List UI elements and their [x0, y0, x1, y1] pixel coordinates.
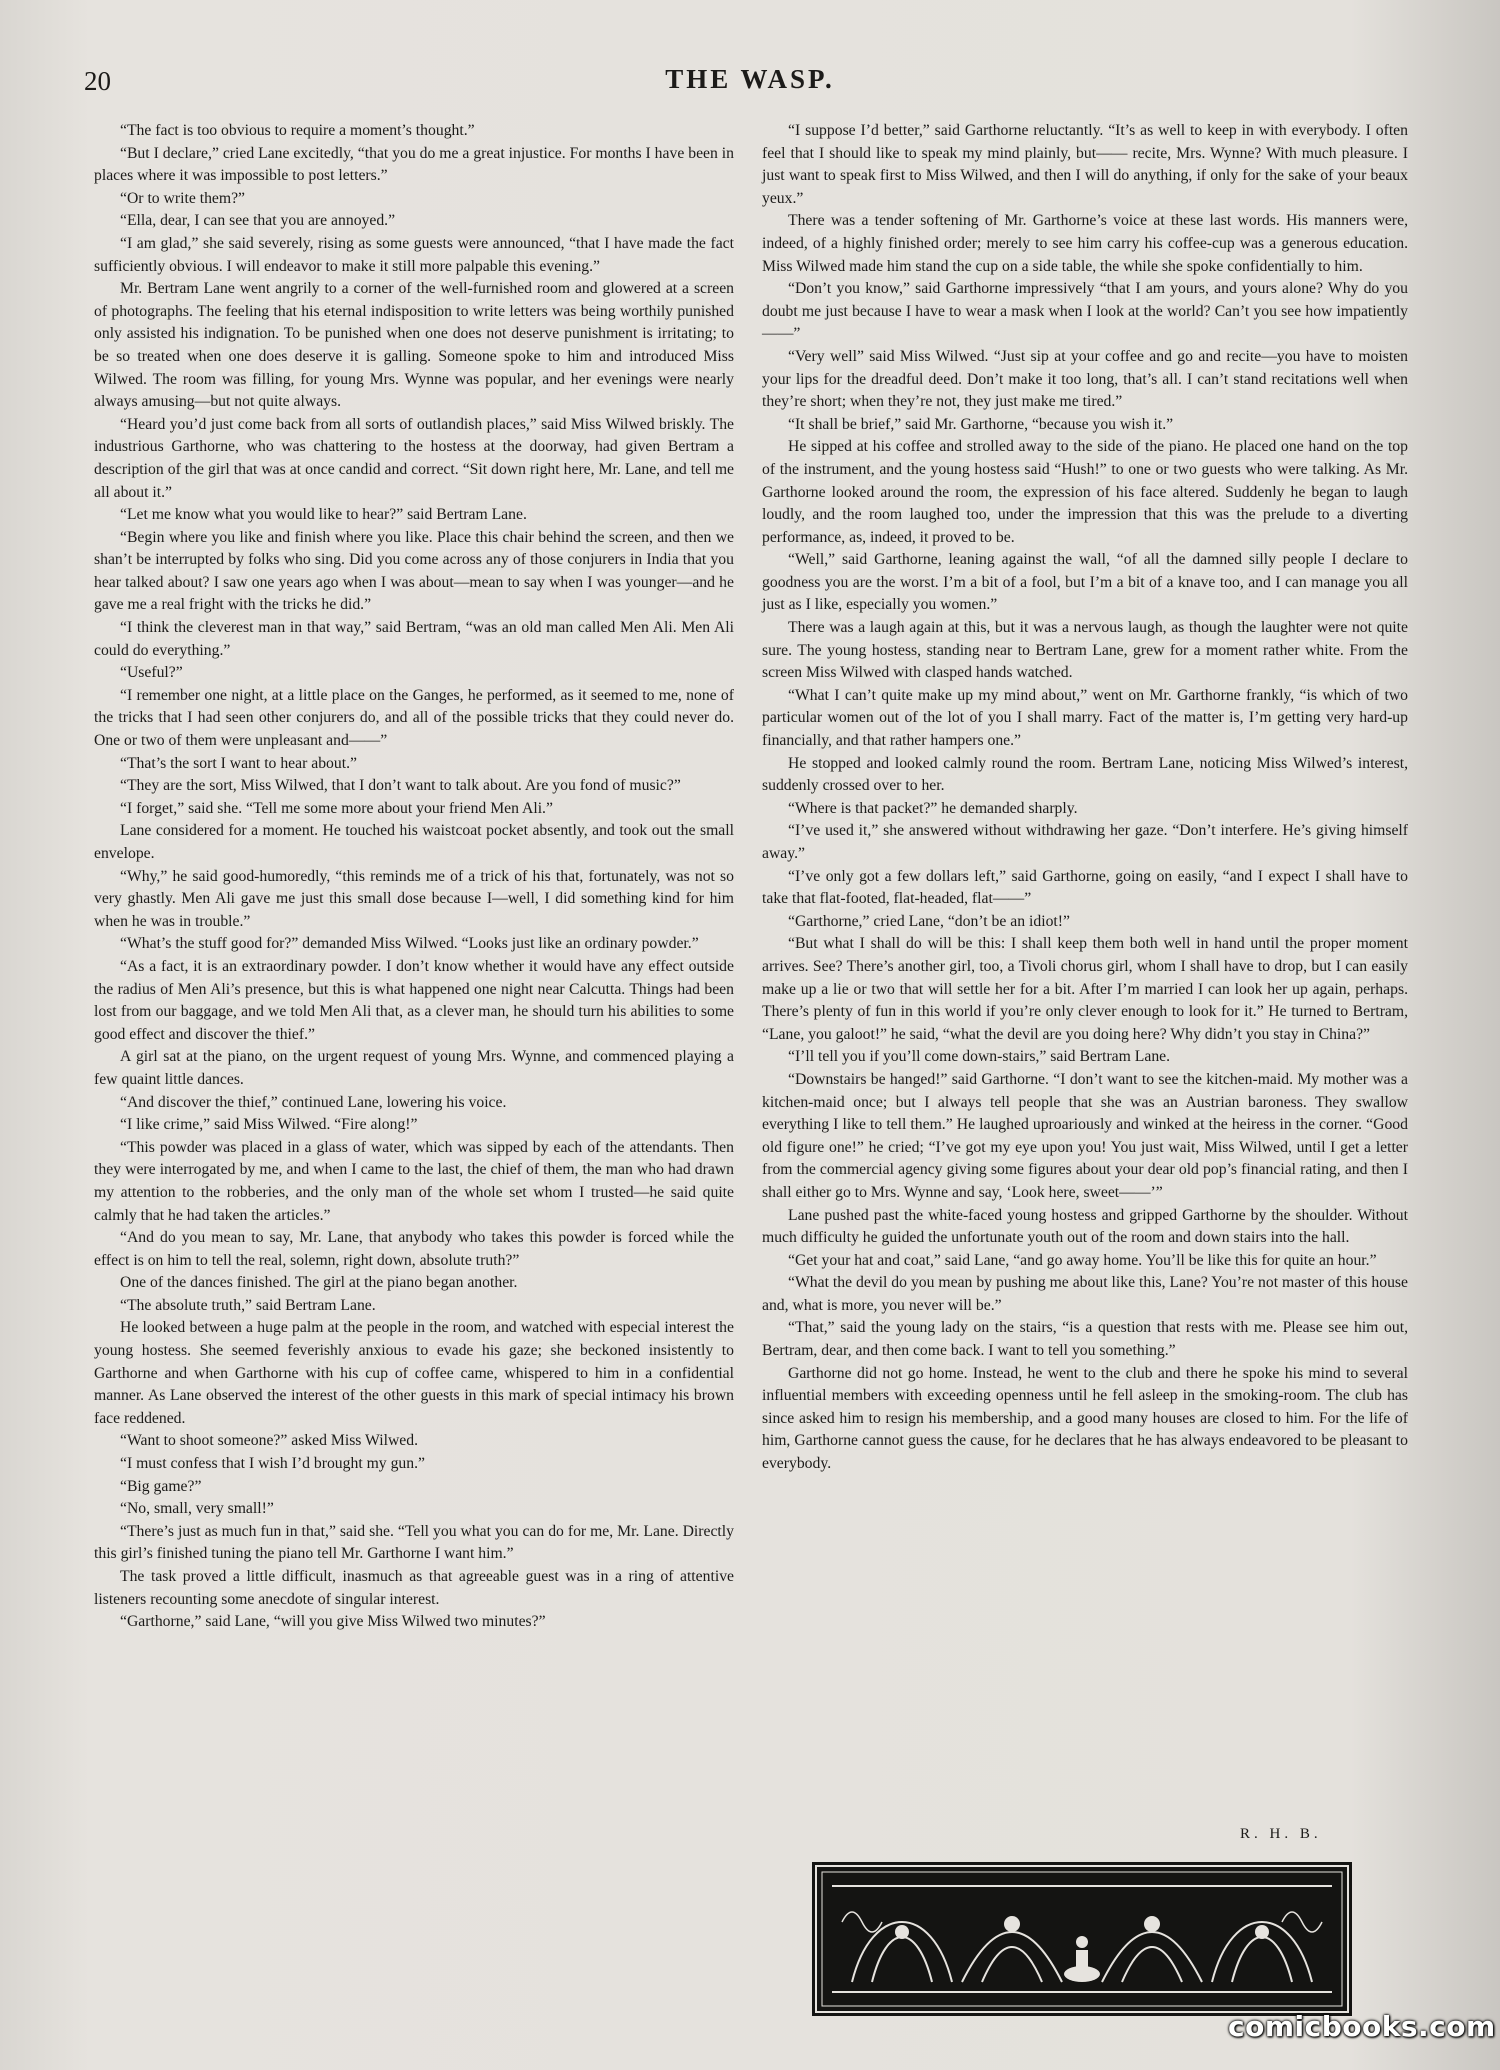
article-paragraph: “I like crime,” said Miss Wilwed. “Fire along!” [120, 1116, 418, 1134]
article-paragraph: He stopped and looked calmly round the room. Bertram Lane, noticing Miss Wilwed’s interest, suddenly crossed over to her. [762, 754, 1408, 795]
page-number: 20 [84, 66, 111, 96]
article-paragraph: There was a laugh again at this, but it was a nervous laugh, as though the laughter were not quite sure. The young hostess, standing near to Bertram Lane, grew for a moment rather white. From the screen Miss Wilwed with clasped hands watched. [762, 619, 1408, 682]
article-paragraph: “That,” said the young lady on the stairs, “is a question that rests with me. Please see him out, Bertram, dear, and then come back. I want to tell you something.” [762, 1319, 1408, 1360]
article-paragraph: “Don’t you know,” said Garthorne impressively “that I am yours, and yours alone? Why do you doubt me just because I have to wear a mask when I look at the world? Can’t you see how impatiently——” [762, 280, 1408, 343]
article-paragraph: “What’s the stuff good for?” demanded Miss Wilwed. “Looks just like an ordinary powder.” [120, 935, 699, 953]
article-paragraph: Lane considered for a moment. He touched his waistcoat pocket absently, and took out the small envelope. [94, 822, 734, 862]
article-paragraph: “The fact is too obvious to require a moment’s thought.” [120, 122, 475, 139]
article-paragraph: “As a fact, it is an extraordinary powder. I don’t know whether it would have any effect outside the radius of Men Ali’s presence, but this is what happened one night near Calcutta. Things had been lost from our baggage, and we told Men Ali that, as a clever man, he should turn his abilities to some good effect and discover the thief.” [94, 957, 734, 1043]
article-paragraph: “I’ve only got a few dollars left,” said Garthorne, going on easily, “and I expect I shall have to take that flat-footed, flat-headed, flat——” [762, 867, 1408, 908]
article-paragraph: “I suppose I’d better,” said Garthorne reluctantly. “It’s as well to keep in with everybody. I often feel that I should like to speak my mind plainly, but—— recite, Mrs. Wynne? With much pleasure. I just want to speak first to Miss Wilwed, and then I will do anything, if only for the sake of your beaux yeux.” [762, 122, 1408, 207]
article-paragraph: “Why,” he said good-humoredly, “this reminds me of a trick of his that, fortunately, was not so very ghastly. Men Ali gave me just this small dose because I—well, I did something kind for him when he was in trouble.” [94, 867, 734, 930]
article-paragraph: One of the dances finished. The girl at the piano began another. [120, 1274, 518, 1292]
article-paragraph: “What I can’t quite make up my mind about,” went on Mr. Garthorne frankly, “is which of two particular women out of the lot of you I shall marry. Fact of the matter is, I’m getting very hard-up financially, and that rather hampers one.” [762, 686, 1408, 750]
article-paragraph: “I forget,” said she. “Tell me some more about your friend Men Ali.” [120, 799, 553, 817]
article-paragraph: There was a tender softening of Mr. Garthorne’s voice at these last words. His manners were, indeed, of a highly finished order; merely to see him carry his coffee-cup was a generous education. Miss Wilwed made him stand the cup on a side table, the while she spoke confidentially to him. [762, 212, 1408, 275]
article-paragraph: “But what I shall do will be this: I shall keep them both well in hand until the proper moment arrives. See? There’s another girl, too, a Tivoli chorus girl, whom I shall have to drop, but I can easily make up a lie or two that will settle her for a bit. After I’m married I can look her up again, perhaps. There’s plenty of fun in this world if you’re only clever enough to look for it.” He turned to Bertram, “Lane, you galoot!” he said, “what the devil are you doing here? Why didn’t you stay in China?” [762, 935, 1408, 1043]
article-paragraph: “And discover the thief,” continued Lane, lowering his voice. [120, 1093, 507, 1111]
article-paragraph: “Heard you’d just come back from all sorts of outlandish places,” said Miss Wilwed briskly. The industrious Garthorne, who was chattering to the hostess at the doorway, had given Bertram a description of the girl that was at once candid and correct. “Sit down right here, Mr. Lane, and tell me all about it.” [94, 415, 734, 501]
article-paragraph: “I am glad,” she said severely, rising as some guests were announced, “that I have made the fact sufficiently obvious. I will endeavor to make it still more palpable this evening.” [94, 234, 734, 275]
article-paragraph: “Downstairs be hanged!” said Garthorne. “I don’t want to see the kitchen-maid. My mother was a kitchen-maid once; but I always tell people that she was an Austrian baroness. They swallow everything I like to tell them.” He laughed uproariously and winked at the heiress in the corner. “Good old figure one!” he cried; “I’ve got my eye upon you! You just wait, Miss Wilwed, until I get a letter from the commercial agency giving some figures about your dear old pop’s financial rating, and then I shall either go to Mrs. Wynne and say, ‘Look here, sweet——’” [762, 1070, 1408, 1201]
article-paragraph: “And do you mean to say, Mr. Lane, that anybody who takes this powder is forced while the effect is on him to tell the real, solemn, right down, absolute truth?” [94, 1229, 734, 1269]
watermark-text: comicbooks.com [1228, 2010, 1496, 2043]
article-paragraph: He sipped at his coffee and strolled away to the side of the piano. He placed one hand on the top of the instrument, and the young hostess said “Hush!” to one or two guests who were talking. As Mr. Garthorne looked around the room, the expression of his face altered. Suddenly he began to laugh loudly, and the room laughed too, under the impression that this was the prelude to a diverting performance, as, indeed, it proved to be. [762, 438, 1408, 546]
article-paragraph: “Get your hat and coat,” said Lane, “and go away home. You’ll be like this for quite an hour.” [788, 1251, 1377, 1269]
article-paragraph: “Garthorne,” said Lane, “will you give Miss Wilwed two minutes?” [120, 1613, 546, 1631]
article-paragraph: “It shall be brief,” said Mr. Garthorne, “because you wish it.” [788, 415, 1174, 433]
article-paragraph: Lane pushed past the white-faced young hostess and gripped Garthorne by the shoulder. Without much difficulty he guided the unfortunate youth out of the room and down stairs into the hall. [762, 1206, 1408, 1247]
article-paragraph: Garthorne did not go home. Instead, he went to the club and there he spoke his mind to several influential members with exceeding openness until he fell asleep in the smoking-room. The club has since asked him to resign his membership, and a good many houses are closed to him. For the life of him, Garthorne cannot guess the cause, for he declares that he has always endeavored to be pleasant to everybody. [762, 1364, 1408, 1473]
article-paragraph: “Useful?” [120, 664, 183, 682]
author-signature: R. H. B. [1240, 1826, 1322, 1842]
article-paragraph: Mr. Bertram Lane went angrily to a corner of the well-furnished room and glowered at a screen of photographs. The feeling that his eternal indisposition to write letters was being worthily punished only assisted his indignation. To be punished when one does not deserve punishment is irritating; to be so treated when one does deserve it is galling. Someone spoke to him and introduced Miss Wilwed. The room was filling, for young Mrs. Wynne was popular, and her evenings were nearly always amusing—but not quite always. [94, 280, 734, 411]
left-text-column [94, 120, 734, 1634]
page-header [0, 62, 1500, 102]
article-paragraph: “I’ll tell you if you’ll come down-stairs,” said Bertram Lane. [788, 1048, 1171, 1066]
right-text-column [762, 120, 1408, 1476]
article-paragraph: “Garthorne,” cried Lane, “don’t be an idiot!” [788, 912, 1070, 930]
article-paragraph: “I must confess that I wish I’d brought my gun.” [120, 1455, 425, 1473]
article-paragraph: “Let me know what you would like to hear?” said Bertram Lane. [120, 506, 527, 524]
masthead-title: THE WASP. [665, 64, 835, 94]
article-paragraph: “The absolute truth,” said Bertram Lane. [120, 1296, 376, 1314]
article-paragraph: “This powder was placed in a glass of water, which was sipped by each of the attendants. Then they were interrogated by me, and when I came to the last, the chief of them, the man who had drawn my attention to the robberies, and the only man of the whole set whom I trusted—he said quite calmly that he had taken the articles.” [94, 1138, 734, 1224]
article-paragraph: “Begin where you like and finish where you like. Place this chair behind the screen, and then we shan’t be interrupted by folks who sing. Did you come across any of those conjurers in India that you hear talked about? I saw one years ago when I was about—mean to say when I was younger—and he gave me a real fright with the tricks he did.” [94, 528, 734, 614]
article-paragraph: “I think the cleverest man in that way,” said Bertram, “was an old man called Men Ali. Men Ali could do everything.” [94, 619, 734, 659]
article-paragraph: “Where is that packet?” he demanded sharply. [788, 799, 1078, 817]
article-paragraph: “Well,” said Garthorne, leaning against the wall, “of all the damned silly people I declare to goodness you are the worst. I’m a bit of a fool, but I’m a bit of a knave too, and I can manage you all just as I like, especially you women.” [762, 551, 1408, 614]
article-paragraph: “No, small, very small!” [120, 1500, 274, 1518]
article-paragraph: “Very well” said Miss Wilwed. “Just sip at your coffee and go and recite—you have to moisten your lips for the dreadful deed. Don’t make it too long, that’s all. I can’t stand recitations well when they’re short; when they’re not, they just make me tired.” [762, 347, 1408, 411]
article-paragraph: “I’ve used it,” she answered without withdrawing her gaze. “Don’t interfere. He’s giving himself away.” [762, 822, 1408, 862]
article-paragraph: “Want to shoot someone?” asked Miss Wilwed. [120, 1432, 418, 1450]
article-paragraph: The task proved a little difficult, inasmuch as that agreeable guest was in a ring of attentive listeners recounting some anecdote of singular interest. [94, 1568, 734, 1608]
article-paragraph: “That’s the sort I want to hear about.” [120, 754, 357, 772]
article-paragraph: “What the devil do you mean by pushing me about like this, Lane? You’re not master of this house and, what is more, you never will be.” [762, 1274, 1408, 1314]
article-paragraph: “They are the sort, Miss Wilwed, that I don’t want to talk about. Are you fond of music?” [120, 777, 681, 795]
article-paragraph: “But I declare,” cried Lane excitedly, “that you do me a great injustice. For months I have been in places where it was impossible to post letters.” [94, 144, 734, 185]
article-paragraph: “There’s just as much fun in that,” said she. “Tell you what you can do for me, Mr. Lane. Directly this girl’s finished tuning the piano tell Mr. Garthorne I want him.” [94, 1522, 734, 1563]
article-paragraph: “Big game?” [120, 1477, 202, 1495]
article-paragraph: A girl sat at the piano, on the urgent request of young Mrs. Wynne, and commenced playing a few quaint little dances. [94, 1048, 734, 1088]
article-paragraph: “I remember one night, at a little place on the Ganges, he performed, as it seemed to me, none of the tricks that I had seen other conjurers do, and all of the possible tricks that they could never do. One or two of them were unpleasant and——” [94, 686, 734, 750]
article-paragraph: “Ella, dear, I can see that you are annoyed.” [120, 212, 396, 230]
article-paragraph: He looked between a huge palm at the people in the room, and watched with especial interest the young hostess. She seemed feverishly anxious to evade his gaze; she beckoned insistently to Garthorne and when Garthorne with his cup of coffee came, whispered to him in a confidential manner. As Lane observed the interest of the other guests in this mark of special intimacy his brown face reddened. [94, 1319, 734, 1427]
article-paragraph: “Or to write them?” [120, 189, 246, 207]
ornament-decorative-panel [812, 1862, 1352, 2016]
